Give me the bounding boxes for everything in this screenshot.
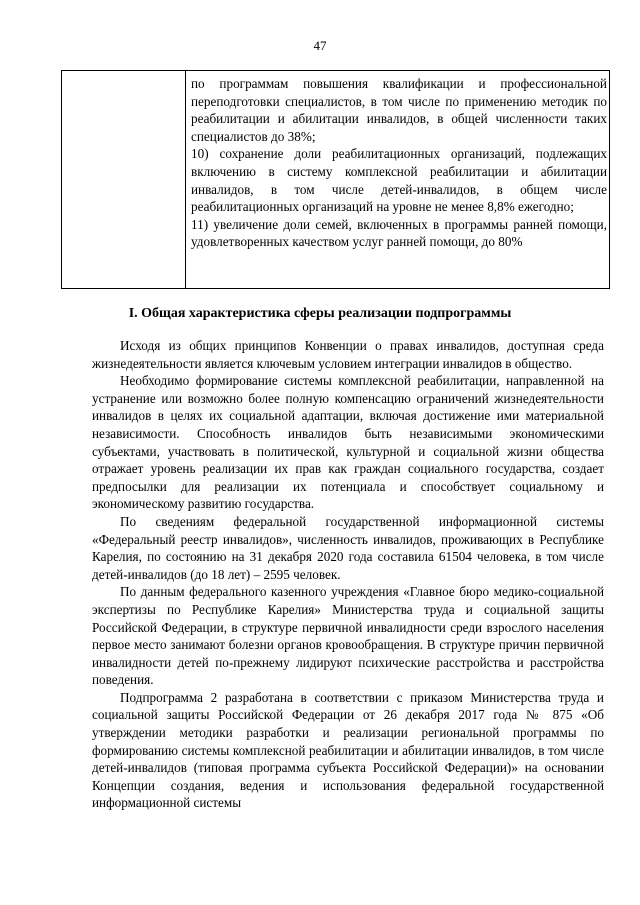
- body-paragraph: Необходимо формирование системы комплексной реабилитации, направленной на устранение или возможно более полную компенсацию ограничений жизнедеятельности инвалидов в целях их социальной адаптации, включая достижение ими материальной независимости. Способность инвалидов быть независимыми экономическими субъектами, участвовать в политической, культурной и социальной жизни общества отражает уровень реализации их прав как граждан социального государства, создает предпосылки для реализации их потенциала и способствует социальному и экономическому развитию государства.: [92, 373, 604, 512]
- section-body: [92, 337, 604, 812]
- body-paragraph: По данным федерального казенного учреждения «Главное бюро медико-социальной экспертизы по Республике Карелия» Министерства труда и социальной защиты Российской Федерации, в структуре первичной инвалидности среди взрослого населения первое место занимают болезни органов кровообращения. В структуре причин первичной инвалидности детей по-прежнему лидируют психические расстройства и расстройства поведения.: [92, 584, 604, 688]
- table-paragraph: по программам повышения квалификации и профессиональной переподготовки специалистов, в том числе по применению методик по реабилитации и абилитации инвалидов, в общей численности таких специалистов до 38%;: [191, 76, 607, 144]
- table-paragraph: 10) сохранение доли реабилитационных организаций, подлежащих включению в систему комплексной реабилитации и абилитации инвалидов, в том числе детей-инвалидов, в общем числе реабилитационных организаций на уровне не менее 8,8% ежегодно;: [191, 146, 607, 215]
- body-paragraph: Исходя из общих принципов Конвенции о правах инвалидов, доступная среда жизнедеятельности является ключевым условием интеграции инвалидов в общество.: [92, 338, 604, 371]
- continuation-table: [61, 70, 610, 289]
- section-title: I. Общая характеристика сферы реализации подпрограммы: [128, 306, 512, 321]
- table-left-cell: [62, 71, 186, 288]
- body-paragraph: Подпрограмма 2 разработана в соответствии с приказом Министерства труда и социальной защиты Российской Федерации от 26 декабря 2017 года № 875 «Об утверждении методики разработки и реализации региональной программы по формированию системы комплексной реабилитации и абилитации инвалидов, в том числе детей-инвалидов (типовая программа субъекта Российской Федерации)» на основании Концепции создания, ведения и использования федеральной государственной информационной системы: [92, 689, 604, 811]
- table-paragraph: 11) увеличение доли семей, включенных в программы ранней помощи, удовлетворенных качеством услуг ранней помощи, до 80%: [191, 216, 607, 250]
- body-paragraph: По сведениям федеральной государственной информационной системы «Федеральный реестр инвалидов», численность инвалидов, проживающих в Республике Карелия, по состоянию на 31 декабря 2020 года составила 61504 человека, в том числе детей-инвалидов (до 18 лет) – 2595 человек.: [92, 513, 604, 582]
- table-right-cell: [191, 75, 607, 251]
- page-number: 47: [313, 38, 327, 53]
